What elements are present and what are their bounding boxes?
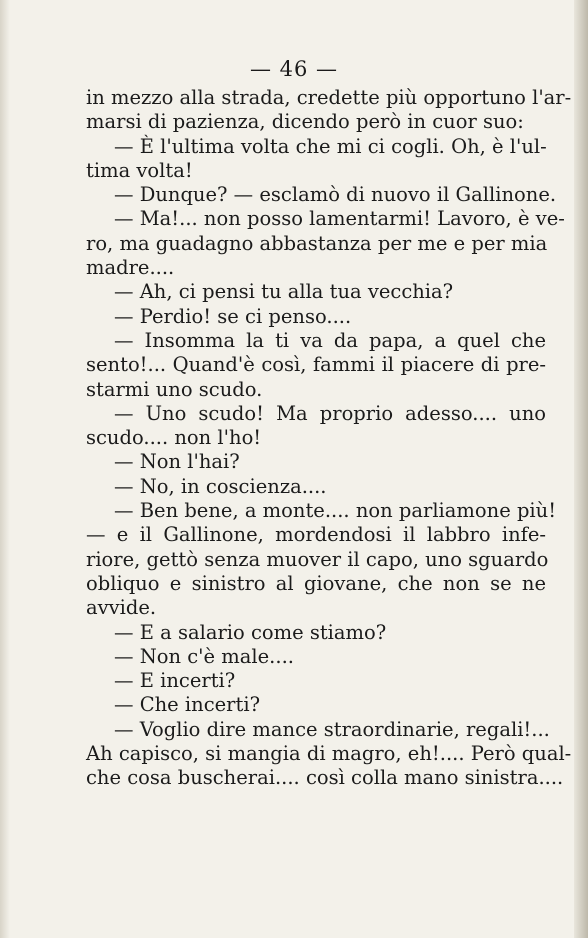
page-left-edge — [0, 0, 10, 938]
text-line: — Ben bene, a monte.... non parliamone più! — [114, 499, 557, 523]
text-line: — No, in coscienza.... — [114, 474, 327, 498]
text-line: Ah capisco, si mangia di magro, eh!.... Però qual- — [86, 742, 572, 766]
text-line: — Uno scudo! Ma proprio adesso.... uno — [114, 401, 546, 425]
text-line: — Insomma la ti va da papa, a quel che — [114, 328, 546, 352]
text-line: — e il Gallinone, mordendosi il labbro infe- — [86, 523, 546, 547]
text-line: ro, ma guadagno abbastanza per me e per mia — [86, 231, 548, 255]
text-line: — Non c'è male.... — [114, 644, 294, 668]
text-line: — Perdio! se ci penso.... — [114, 304, 352, 328]
text-line: tima volta! — [86, 158, 193, 182]
text-line: avvide. — [86, 596, 157, 620]
text-line: — E incerti? — [114, 669, 236, 693]
text-line: riore, gettò senza muover il capo, uno sguardo — [86, 547, 549, 571]
text-line: starmi uno scudo. — [86, 377, 263, 401]
text-line: — Ah, ci pensi tu alla tua vecchia? — [114, 280, 454, 304]
text-line: madre.... — [86, 256, 175, 280]
text-line: — Non l'hai? — [114, 450, 240, 474]
text-line: che cosa buscherai.... così colla mano sinistra.... — [86, 766, 564, 790]
text-line: — Ma!... non posso lamentarmi! Lavoro, è ve- — [114, 207, 565, 231]
text-line: scudo.... non l'ho! — [86, 426, 262, 450]
text-line: — È l'ultima volta che mi ci cogli. Oh, è l'ul- — [114, 134, 547, 158]
text-line: — Che incerti? — [114, 693, 261, 717]
page-right-edge — [574, 0, 588, 938]
text-line: obliquo e sinistro al giovane, che non se ne — [86, 571, 546, 595]
page-number: — 46 — — [249, 57, 339, 81]
text-line: — Dunque? — esclamò di nuovo il Gallinone. — [114, 183, 557, 207]
body-text — [86, 86, 572, 791]
text-line: sento!... Quand'è così, fammi il piacere di pre- — [86, 353, 546, 377]
text-line: in mezzo alla strada, credette più opportuno l'ar- — [86, 86, 572, 109]
text-line: marsi di pazienza, dicendo però in cuor suo: — [86, 110, 524, 134]
text-line: — Voglio dire mance straordinarie, regali!... — [114, 717, 550, 741]
text-line: — E a salario come stiamo? — [114, 620, 387, 644]
